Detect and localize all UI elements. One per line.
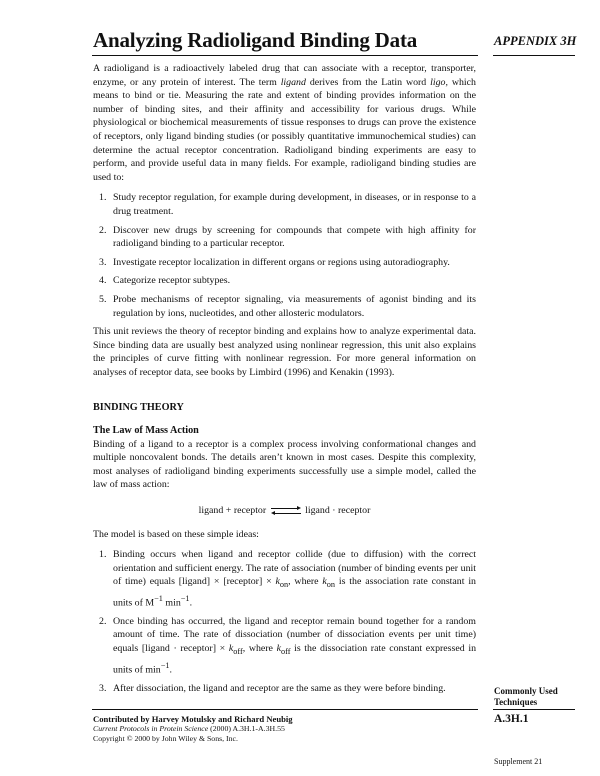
equation-right: ligand · receptor	[305, 505, 371, 517]
list-item: 4. Categorize receptor subtypes.	[99, 275, 231, 287]
list-item: 1. Binding occurs when ligand and receptor collide (due to diffusion) with the correct orientation and sufficient energy. The rate of association (number of binding events per unit of time) equals [ligand] × [receptor] × $k_{on}$, where $k_{on}$ is the association rate constant in units of $M^{-1}$ $\min^{-1}$.	[99, 549, 476, 609]
supplement-label: Supplement 21	[494, 757, 543, 766]
sidebar-section-label: Commonly Used Techniques	[494, 686, 558, 707]
list-item: 5. Probe mechanisms of receptor signaling, via measurements of agonist binding and its regulation by ions, nucleotides, and other allosteric modulators.	[99, 293, 476, 319]
equation-left: ligand + receptor	[198, 505, 267, 517]
list-item: 2. Once binding has occurred, the ligand and receptor remain bound together for a random amount of time. The rate of dissociation (number of dissociation events per unit time) equals [ligand · receptor] × $k_{off}$, where $k_{off}$ is the dissociation rate constant expressed in units of $\min^{-1}$.	[99, 615, 477, 675]
sidebar-header-rule	[493, 55, 575, 56]
model-list	[93, 548, 476, 695]
list-item: 3. Investigate receptor localization in different organs or regions using autoradiography.	[99, 256, 450, 268]
main-text	[93, 62, 476, 700]
list-item: 3. After dissociation, the ligand and receptor are the same as they were before binding.	[99, 682, 446, 694]
intro-paragraph: A radioligand is a radioactively labeled drug that can associate with a receptor, transporter, enzyme, or any protein of interest. The term ligand derives from the Latin word ligo, which means to bind or tie. Measuring the rate and extent of binding provides information on the number of binding sites, and their affinity and accessibility for various drugs. While physiological or biochemical measurements of tissue responses to drugs can prove the existence of receptors, only ligand binding studies (or possibly quantitative immunochemical studies) can determine the actual receptor concentration. Radioligand binding experiments are easy to perform, and provide useful data in many fields. For example, radioligand binding studies are used to:	[93, 63, 476, 183]
section-heading: BINDING THEORY	[93, 402, 184, 414]
page-number: A.3H.1	[494, 713, 529, 725]
citation: Current Protocols in Protein Science (2000) A.3H.1-A.3H.55	[93, 724, 285, 733]
subsection-heading: The Law of Mass Action	[93, 425, 199, 437]
mass-action-paragraph: Binding of a ligand to a receptor is a complex process involving conformational changes and multiple noncovalent bonds. The details aren’t known in most cases. Despite this complexity, most analyses of radioligand binding experiments successfully use a simple model, called the law of mass action:	[93, 438, 476, 491]
footer-rule	[92, 709, 478, 710]
footer	[93, 714, 293, 744]
unit-overview-paragraph: This unit reviews the theory of receptor binding and explains how to analyze experimental data. Since binding data are usually best analyzed using nonlinear regression, this unit also explains the principles of curve fitting with nonlinear regression. For more general information on analyses of receptor data, see books by Limbird (1996) and Kenakin (1993).	[93, 326, 476, 378]
appendix-label: APPENDIX 3H	[494, 34, 577, 48]
list-item: 1. Study receptor regulation, for example during development, in diseases, or in response to a drug treatment.	[99, 192, 476, 217]
page-title: Analyzing Radioligand Binding Data	[93, 28, 418, 52]
model-intro-paragraph: The model is based on these simple ideas:	[93, 528, 259, 540]
contributors: Contributed by Harvey Motulsky and Richard Neubig	[93, 714, 293, 724]
uses-list	[93, 191, 476, 320]
equilibrium-arrows-icon	[271, 506, 301, 516]
list-item: 2. Discover new drugs by screening for compounds that compete with high affinity for radioligand binding to a particular receptor.	[99, 224, 476, 250]
header-rule	[92, 55, 478, 56]
sidebar-footer-rule	[493, 709, 575, 710]
copyright: Copyright © 2000 by John Wiley & Sons, Inc.	[93, 734, 238, 743]
equation	[93, 504, 476, 518]
